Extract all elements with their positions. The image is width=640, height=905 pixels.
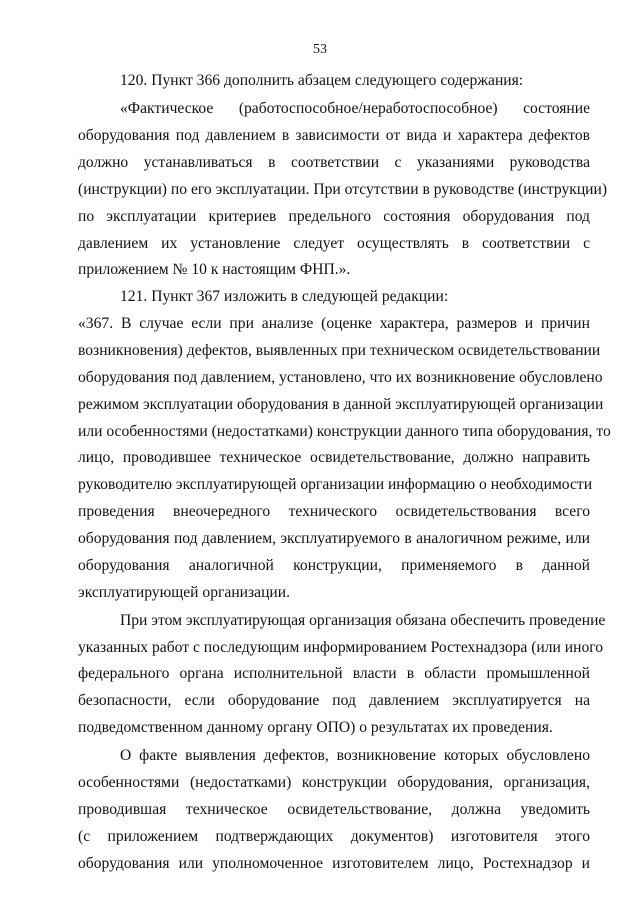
- text-line: по эксплуатации критериев предельного состояния оборудования под: [78, 208, 590, 225]
- text-line: безопасности, если оборудование под давлением эксплуатируется на: [78, 692, 590, 709]
- text-line: (инструкции) по его эксплуатации. При отсутствии в руководстве (инструкции): [78, 181, 608, 198]
- text-line: или особенностями (недостатками) конструкции данного типа оборудования, то: [78, 423, 611, 440]
- text-line: О факте выявления дефектов, возникновение которых обусловлено: [120, 747, 590, 764]
- text-line: «Фактическое (работоспособное/неработоспособное) состояние: [120, 100, 590, 117]
- text-line: приложением № 10 к настоящим ФНП.».: [78, 261, 351, 278]
- text-line: оборудования или уполномоченное изготовителем лицо, Ростехнадзор и: [78, 855, 590, 872]
- text-line: 121. Пункт 367 изложить в следующей редакции:: [120, 288, 449, 305]
- text-line: эксплуатирующей организации.: [78, 584, 291, 601]
- text-line: При этом эксплуатирующая организация обязана обеспечить проведение: [120, 612, 606, 629]
- text-line: особенностями (недостатками) конструкции оборудования, организация,: [78, 774, 590, 791]
- text-line: «367. В случае если при анализе (оценке характера, размеров и причин: [78, 315, 590, 332]
- text-line: руководителю эксплуатирующей организации информацию о необходимости: [78, 476, 593, 493]
- text-line: проведения внеочередного технического освидетельствования всего: [78, 503, 590, 520]
- text-line: федерального органа исполнительной власти в области промышленной: [78, 665, 590, 682]
- text-line: оборудования под давлением, эксплуатируемого в аналогичном режиме, или: [78, 530, 590, 547]
- text-line: оборудования под давлением, установлено, что их возникновение обусловлено: [78, 369, 603, 386]
- text-line: (с приложением подтверждающих документов) изготовителя этого: [78, 828, 590, 845]
- text-line: проводившая техническое освидетельствование, должна уведомить: [78, 801, 590, 818]
- page-number: 53: [313, 42, 327, 57]
- text-line: оборудования под давлением в зависимости от вида и характера дефектов: [78, 127, 590, 144]
- text-line: режимом эксплуатации оборудования в данной эксплуатирующей организации: [78, 396, 604, 413]
- text-line: оборудования аналогичной конструкции, применяемого в данной: [78, 557, 590, 574]
- text-line: 120. Пункт 366 дополнить абзацем следующего содержания:: [120, 72, 524, 89]
- text-line: подведомственном данному органу ОПО) о результатах их проведения.: [78, 719, 553, 736]
- text-line: указанных работ с последующим информированием Ростехнадзора (или иного: [78, 639, 604, 656]
- text-line: возникновения) дефектов, выявленных при техническом освидетельствовании: [78, 342, 601, 359]
- text-line: лицо, проводившее техническое освидетельствование, должно направить: [78, 449, 590, 466]
- text-line: давлением их установление следует осуществлять в соответствии с: [78, 235, 590, 252]
- text-line: должно устанавливаться в соответствии с указаниями руководства: [78, 154, 590, 171]
